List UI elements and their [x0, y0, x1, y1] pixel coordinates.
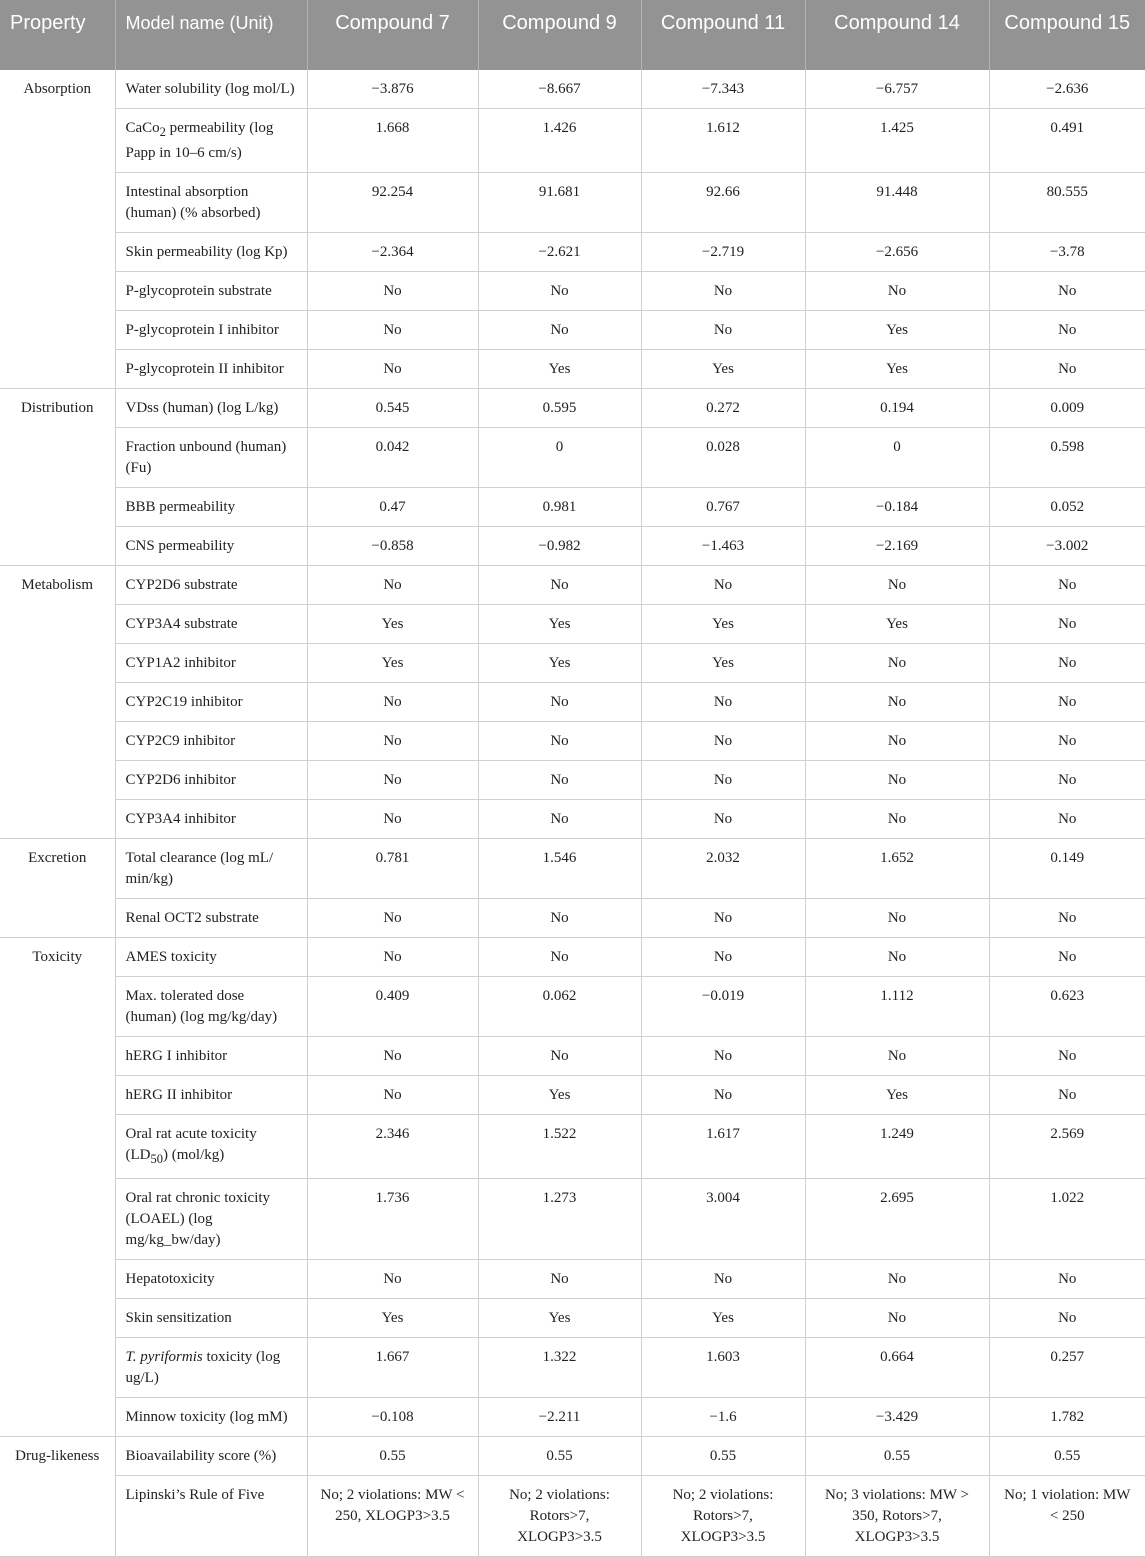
value-cell: 91.681 [478, 173, 641, 233]
value-cell: Yes [805, 311, 989, 350]
table-row [0, 938, 1145, 977]
value-cell: 2.032 [641, 839, 805, 899]
value-cell: 1.426 [478, 109, 641, 173]
value-cell: No; 2 violations: Rotors>7, XLOGP3>3.5 [478, 1476, 641, 1557]
model-name-cell: Intestinal absorption (human) (% absorbed) [115, 173, 307, 233]
value-cell: 1.652 [805, 839, 989, 899]
value-cell: No [641, 272, 805, 311]
value-cell: 0 [805, 428, 989, 488]
table-row [0, 233, 1145, 272]
model-name-cell: AMES toxicity [115, 938, 307, 977]
value-cell: 0.028 [641, 428, 805, 488]
value-cell: No [478, 683, 641, 722]
header-compound-11: Compound 11 [641, 0, 805, 70]
value-cell: −0.858 [307, 527, 478, 566]
value-cell: No [989, 800, 1145, 839]
value-cell: No [989, 761, 1145, 800]
value-cell: No [641, 683, 805, 722]
value-cell: 0.009 [989, 389, 1145, 428]
value-cell: 0.194 [805, 389, 989, 428]
model-name-cell: Water solubility (log mol/L) [115, 70, 307, 109]
value-cell: 0.981 [478, 488, 641, 527]
table-row [0, 428, 1145, 488]
value-cell: Yes [641, 350, 805, 389]
value-cell: 0.042 [307, 428, 478, 488]
value-cell: Yes [478, 605, 641, 644]
value-cell: No [989, 1260, 1145, 1299]
header-compound-9: Compound 9 [478, 0, 641, 70]
value-cell: No [307, 272, 478, 311]
value-cell: 0.664 [805, 1338, 989, 1398]
value-cell: −0.019 [641, 977, 805, 1037]
value-cell: No [989, 722, 1145, 761]
table-row [0, 977, 1145, 1037]
value-cell: Yes [307, 605, 478, 644]
table-row [0, 527, 1145, 566]
value-cell: 1.603 [641, 1338, 805, 1398]
value-cell: 1.782 [989, 1398, 1145, 1437]
header-compound-14: Compound 14 [805, 0, 989, 70]
value-cell: 0.149 [989, 839, 1145, 899]
value-cell: 0.47 [307, 488, 478, 527]
table-row [0, 1179, 1145, 1260]
value-cell: 91.448 [805, 173, 989, 233]
value-cell: No [307, 566, 478, 605]
value-cell: 0.595 [478, 389, 641, 428]
table-row [0, 109, 1145, 173]
model-name-cell: CaCo$_2$ permeability (log Papp in 10–6 cm/s) [115, 109, 307, 173]
table-row [0, 272, 1145, 311]
property-group-cell: Drug-likeness [0, 1437, 115, 1557]
value-cell: 0.545 [307, 389, 478, 428]
value-cell: 1.667 [307, 1338, 478, 1398]
table-row [0, 1338, 1145, 1398]
value-cell: No [641, 938, 805, 977]
value-cell: Yes [641, 1299, 805, 1338]
value-cell: −2.621 [478, 233, 641, 272]
value-cell: No [805, 761, 989, 800]
value-cell: No [478, 938, 641, 977]
value-cell: Yes [307, 1299, 478, 1338]
value-cell: 0.272 [641, 389, 805, 428]
model-name-cell: Oral rat acute toxicity $(LD_{50})$ (mol/kg) [115, 1115, 307, 1179]
table-row [0, 311, 1145, 350]
value-cell: −0.108 [307, 1398, 478, 1437]
value-cell: No [989, 350, 1145, 389]
value-cell: No [989, 644, 1145, 683]
table-row [0, 722, 1145, 761]
table-row [0, 644, 1145, 683]
model-name-cell: P-glycoprotein substrate [115, 272, 307, 311]
value-cell: Yes [478, 644, 641, 683]
table-row [0, 350, 1145, 389]
table-body [0, 70, 1145, 1557]
property-group-cell: Absorption [0, 70, 115, 389]
value-cell: 0.257 [989, 1338, 1145, 1398]
value-cell: 0.781 [307, 839, 478, 899]
value-cell: −2.169 [805, 527, 989, 566]
value-cell: No [478, 566, 641, 605]
value-cell: Yes [805, 605, 989, 644]
value-cell: −3.002 [989, 527, 1145, 566]
value-cell: No [805, 899, 989, 938]
value-cell: −3.876 [307, 70, 478, 109]
value-cell: 0.55 [307, 1437, 478, 1476]
value-cell: 0.55 [989, 1437, 1145, 1476]
value-cell: No [805, 566, 989, 605]
value-cell: No [805, 644, 989, 683]
property-group-cell: Distribution [0, 389, 115, 566]
value-cell: Yes [478, 1299, 641, 1338]
model-name-cell: P-glycoprotein I inhibitor [115, 311, 307, 350]
value-cell: Yes [478, 350, 641, 389]
value-cell: −1.6 [641, 1398, 805, 1437]
value-cell: No [478, 800, 641, 839]
model-name-cell: Oral rat chronic toxicity (LOAEL) (log mg/kg_bw/day) [115, 1179, 307, 1260]
value-cell: 2.695 [805, 1179, 989, 1260]
value-cell: 0.598 [989, 428, 1145, 488]
value-cell: No [989, 311, 1145, 350]
model-name-cell: BBB permeability [115, 488, 307, 527]
value-cell: No [989, 1076, 1145, 1115]
table-row [0, 683, 1145, 722]
value-cell: No; 2 violations: Rotors>7, XLOGP3>3.5 [641, 1476, 805, 1557]
value-cell: −0.982 [478, 527, 641, 566]
value-cell: 1.249 [805, 1115, 989, 1179]
table-row [0, 1398, 1145, 1437]
value-cell: −7.343 [641, 70, 805, 109]
value-cell: 0.767 [641, 488, 805, 527]
value-cell: No [641, 566, 805, 605]
table-row [0, 389, 1145, 428]
value-cell: No [307, 683, 478, 722]
value-cell: No [641, 800, 805, 839]
table-row [0, 1260, 1145, 1299]
value-cell: Yes [805, 350, 989, 389]
value-cell: No [805, 1299, 989, 1338]
value-cell: No [805, 1260, 989, 1299]
value-cell: No [478, 1260, 641, 1299]
model-name-cell: Skin sensitization [115, 1299, 307, 1338]
value-cell: No [478, 1037, 641, 1076]
value-cell: No [989, 938, 1145, 977]
value-cell: No [989, 1299, 1145, 1338]
value-cell: 2.346 [307, 1115, 478, 1179]
table-row [0, 1437, 1145, 1476]
value-cell: No [307, 722, 478, 761]
model-name-cell: P-glycoprotein II inhibitor [115, 350, 307, 389]
table-row [0, 605, 1145, 644]
model-name-cell: CYP3A4 inhibitor [115, 800, 307, 839]
value-cell: No [989, 683, 1145, 722]
value-cell: −2.656 [805, 233, 989, 272]
value-cell: −2.364 [307, 233, 478, 272]
value-cell: No [478, 761, 641, 800]
table-row [0, 1076, 1145, 1115]
value-cell: Yes [641, 644, 805, 683]
value-cell: 1.546 [478, 839, 641, 899]
value-cell: No [641, 311, 805, 350]
value-cell: −3.78 [989, 233, 1145, 272]
value-cell: 1.425 [805, 109, 989, 173]
value-cell: No [307, 800, 478, 839]
property-group-cell: Metabolism [0, 566, 115, 839]
header-compound-7: Compound 7 [307, 0, 478, 70]
table-row [0, 1115, 1145, 1179]
model-name-cell: CYP2D6 substrate [115, 566, 307, 605]
table-row [0, 173, 1145, 233]
value-cell: 1.668 [307, 109, 478, 173]
value-cell: 0.55 [478, 1437, 641, 1476]
value-cell: No [641, 1037, 805, 1076]
value-cell: No [989, 1037, 1145, 1076]
table-row [0, 1037, 1145, 1076]
value-cell: No [989, 566, 1145, 605]
model-name-cell: CNS permeability [115, 527, 307, 566]
header-model-name: Model name (Unit) [115, 0, 307, 70]
value-cell: 92.254 [307, 173, 478, 233]
value-cell: 80.555 [989, 173, 1145, 233]
value-cell: −8.667 [478, 70, 641, 109]
model-name-cell: Hepatotoxicity [115, 1260, 307, 1299]
model-name-cell: hERG II inhibitor [115, 1076, 307, 1115]
value-cell: No [641, 761, 805, 800]
value-cell: 92.66 [641, 173, 805, 233]
value-cell: No [307, 1037, 478, 1076]
model-name-cell: Lipinski’s Rule of Five [115, 1476, 307, 1557]
value-cell: No [641, 722, 805, 761]
header-property: Property [0, 0, 115, 70]
value-cell: No [989, 605, 1145, 644]
value-cell: Yes [478, 1076, 641, 1115]
value-cell: −2.211 [478, 1398, 641, 1437]
table-row [0, 566, 1145, 605]
value-cell: −2.636 [989, 70, 1145, 109]
value-cell: No [478, 272, 641, 311]
value-cell: No [307, 899, 478, 938]
value-cell: 0.55 [805, 1437, 989, 1476]
model-name-cell: CYP1A2 inhibitor [115, 644, 307, 683]
value-cell: No; 3 violations: MW > 350, Rotors>7, XLOGP3>3.5 [805, 1476, 989, 1557]
table-row [0, 70, 1145, 109]
value-cell: −2.719 [641, 233, 805, 272]
value-cell: 0.55 [641, 1437, 805, 1476]
value-cell: 0.062 [478, 977, 641, 1037]
value-cell: No [641, 899, 805, 938]
value-cell: No [307, 1260, 478, 1299]
table-row [0, 761, 1145, 800]
value-cell: −0.184 [805, 488, 989, 527]
value-cell: No [307, 350, 478, 389]
table-header-row [0, 0, 1145, 70]
model-name-cell: CYP2C19 inhibitor [115, 683, 307, 722]
value-cell: No [989, 899, 1145, 938]
value-cell: 0.052 [989, 488, 1145, 527]
value-cell: 1.112 [805, 977, 989, 1037]
value-cell: 1.612 [641, 109, 805, 173]
value-cell: No [805, 938, 989, 977]
value-cell: 0.623 [989, 977, 1145, 1037]
value-cell: 1.273 [478, 1179, 641, 1260]
value-cell: No; 1 violation: MW < 250 [989, 1476, 1145, 1557]
model-name-cell: T. pyriformis toxicity (log ug/L) [115, 1338, 307, 1398]
value-cell: 1.522 [478, 1115, 641, 1179]
model-name-cell: Bioavailability score (%) [115, 1437, 307, 1476]
value-cell: 2.569 [989, 1115, 1145, 1179]
value-cell: 1.322 [478, 1338, 641, 1398]
table-row [0, 839, 1145, 899]
value-cell: 3.004 [641, 1179, 805, 1260]
value-cell: No [478, 722, 641, 761]
property-group-cell: Excretion [0, 839, 115, 938]
model-name-cell: Renal OCT2 substrate [115, 899, 307, 938]
value-cell: 0 [478, 428, 641, 488]
value-cell: 1.617 [641, 1115, 805, 1179]
value-cell: 0.491 [989, 109, 1145, 173]
model-name-cell: Max. tolerated dose (human) (log mg/kg/day) [115, 977, 307, 1037]
value-cell: No [307, 1076, 478, 1115]
value-cell: 0.409 [307, 977, 478, 1037]
value-cell: −6.757 [805, 70, 989, 109]
value-cell: Yes [307, 644, 478, 683]
value-cell: No [989, 272, 1145, 311]
value-cell: No [805, 722, 989, 761]
table-row [0, 800, 1145, 839]
model-name-cell: Fraction unbound (human) (Fu) [115, 428, 307, 488]
model-name-cell: VDss (human) (log L/kg) [115, 389, 307, 428]
table-row [0, 1299, 1145, 1338]
value-cell: No [805, 800, 989, 839]
model-name-cell: hERG I inhibitor [115, 1037, 307, 1076]
model-name-cell: Total clearance (log mL/ min/kg) [115, 839, 307, 899]
value-cell: No [641, 1260, 805, 1299]
value-cell: No [307, 311, 478, 350]
value-cell: No [805, 683, 989, 722]
value-cell: −1.463 [641, 527, 805, 566]
value-cell: No [307, 938, 478, 977]
value-cell: 1.736 [307, 1179, 478, 1260]
value-cell: Yes [641, 605, 805, 644]
value-cell: No [478, 899, 641, 938]
table-row [0, 899, 1145, 938]
header-compound-15: Compound 15 [989, 0, 1145, 70]
value-cell: 1.022 [989, 1179, 1145, 1260]
model-name-cell: CYP2D6 inhibitor [115, 761, 307, 800]
model-name-cell: CYP3A4 substrate [115, 605, 307, 644]
value-cell: No; 2 violations: MW < 250, XLOGP3>3.5 [307, 1476, 478, 1557]
value-cell: No [307, 761, 478, 800]
value-cell: No [805, 272, 989, 311]
model-name-cell: Skin permeability (log Kp) [115, 233, 307, 272]
table-row [0, 488, 1145, 527]
value-cell: No [641, 1076, 805, 1115]
value-cell: No [805, 1037, 989, 1076]
value-cell: No [478, 311, 641, 350]
model-name-cell: CYP2C9 inhibitor [115, 722, 307, 761]
table-row [0, 1476, 1145, 1557]
value-cell: Yes [805, 1076, 989, 1115]
property-group-cell: Toxicity [0, 938, 115, 1437]
value-cell: −3.429 [805, 1398, 989, 1437]
model-name-cell: Minnow toxicity (log mM) [115, 1398, 307, 1437]
